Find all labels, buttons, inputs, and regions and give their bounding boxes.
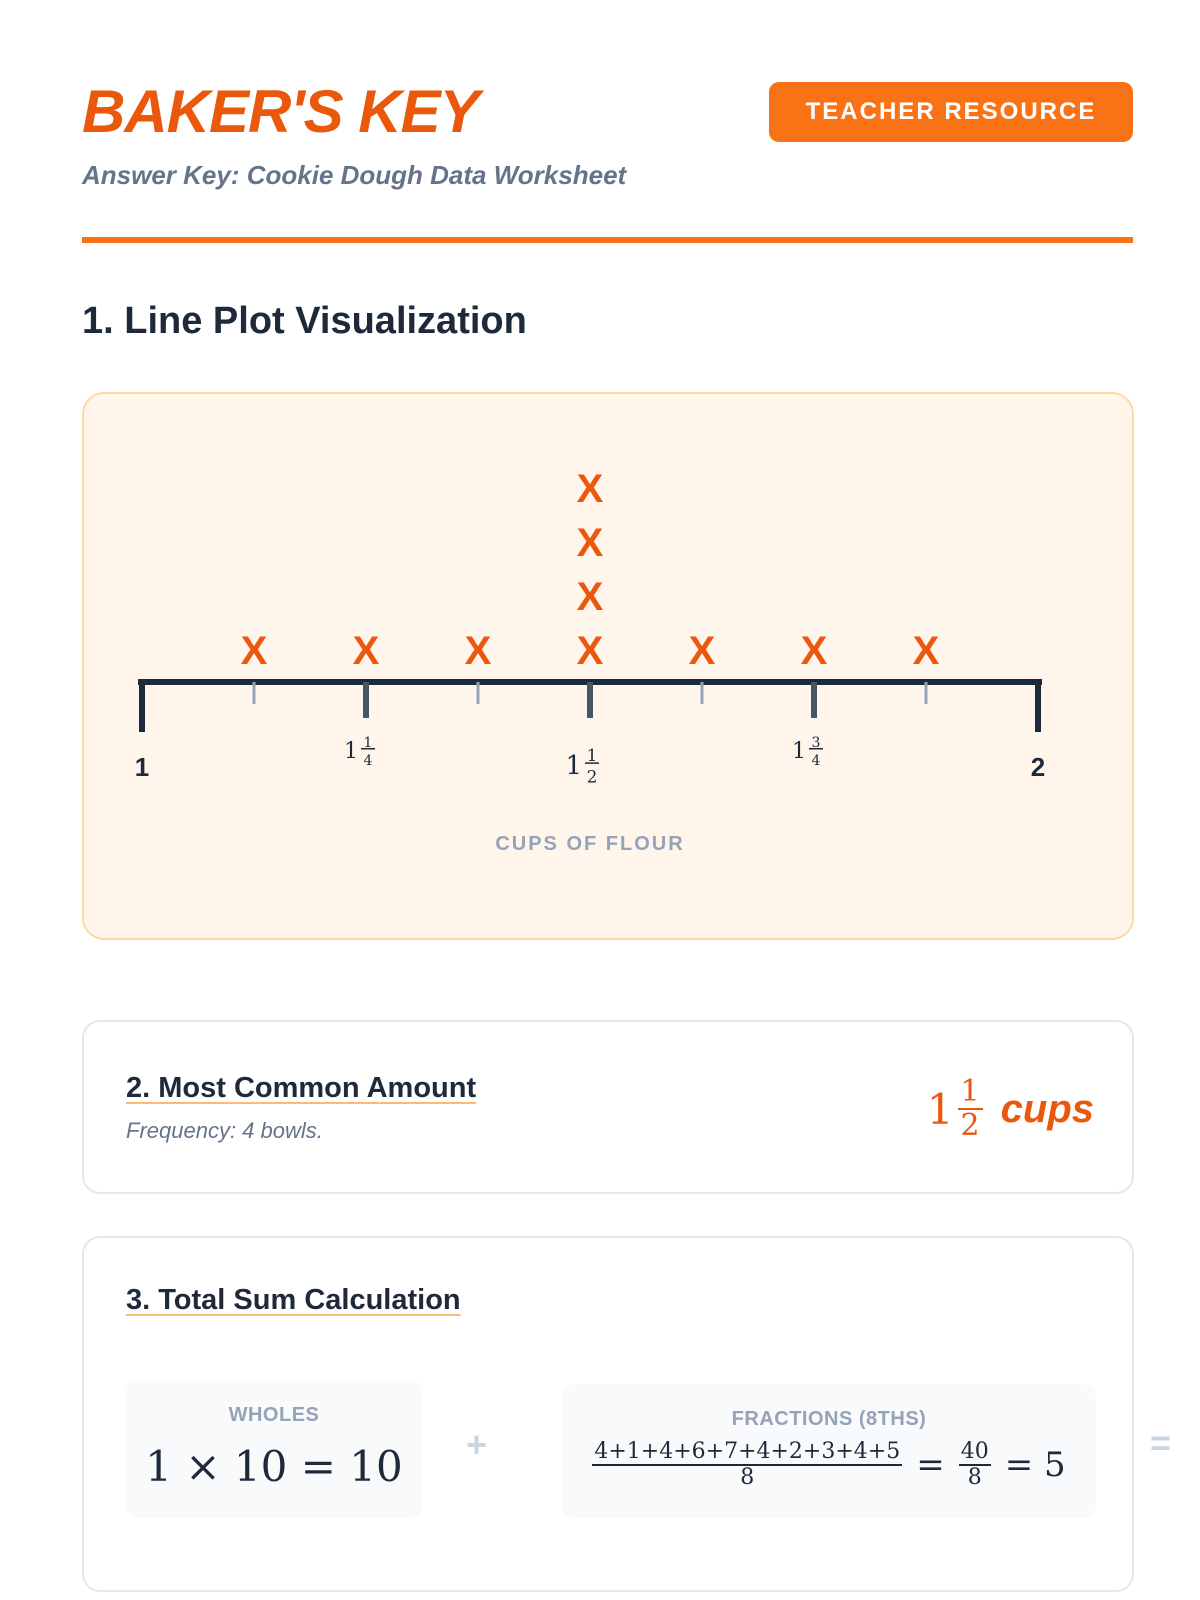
teacher-resource-badge[interactable]: TEACHER RESOURCE <box>769 82 1133 142</box>
tick-label: 1 <box>134 752 150 782</box>
tick-label: 2 <box>1030 752 1046 782</box>
tick-label-whole: 1 <box>344 739 358 764</box>
fractions-result: = 5 <box>1004 1445 1066 1485</box>
plot-x-marker: X <box>688 629 716 673</box>
tick-label-numerator: 3 <box>811 735 821 751</box>
total-sum-card <box>82 1236 1134 1592</box>
most-common-heading: 2. Most Common Amount <box>126 1072 477 1104</box>
frequency-note: Frequency: 4 bowls. <box>126 1118 323 1143</box>
plot-x-marker: X <box>576 629 604 673</box>
answer-numerator: 1 <box>958 1076 983 1110</box>
answer-mixed-number <box>927 1076 983 1142</box>
most-common-answer <box>927 1076 1094 1142</box>
tick-label-denominator: 2 <box>586 767 598 788</box>
most-common-card <box>82 1020 1134 1194</box>
plot-x-marker: X <box>352 629 380 673</box>
line-plot-heading: 1. Line Plot Visualization <box>82 300 527 342</box>
wholes-panel <box>126 1380 422 1518</box>
plus-operator: + <box>466 1424 488 1465</box>
plot-x-marker: X <box>240 629 268 673</box>
line-plot-panel <box>82 392 1134 940</box>
answer-fraction <box>958 1076 983 1142</box>
header-divider <box>82 237 1133 243</box>
fractions-numerator: 4+1+4+6+7+4+2+3+4+5 <box>594 1439 901 1464</box>
plot-x-marker: X <box>800 629 828 673</box>
wholes-label: WHOLES <box>228 1404 320 1426</box>
page-subtitle: Answer Key: Cookie Dough Data Worksheet <box>82 160 627 190</box>
answer-denominator: 2 <box>960 1108 980 1143</box>
plot-x-marker: X <box>576 575 604 619</box>
tick-label-whole: 1 <box>792 739 806 764</box>
fractions-equation <box>562 1440 1096 1490</box>
simplified-numerator: 40 <box>960 1439 989 1464</box>
answer-whole: 1 <box>926 1084 954 1134</box>
tick-label-denominator: 4 <box>811 753 821 769</box>
plot-x-marker: X <box>576 467 604 511</box>
wholes-equation: 1 × 10 = 10 <box>145 1442 403 1491</box>
fractions-panel <box>562 1384 1096 1518</box>
equals-operator-trailing: = <box>1150 1422 1172 1463</box>
simplified-fraction <box>959 1440 991 1490</box>
plot-x-marker: X <box>464 629 492 673</box>
tick-label-numerator: 1 <box>586 746 598 766</box>
fractions-denominator: 8 <box>740 1465 755 1490</box>
line-plot-chart <box>84 394 1132 938</box>
tick-label-numerator: 1 <box>363 735 373 751</box>
answer-unit: cups <box>1000 1086 1094 1131</box>
total-sum-heading: 3. Total Sum Calculation <box>126 1284 461 1316</box>
page-title: BAKER'S KEY <box>82 78 479 145</box>
equals-operator: = <box>916 1445 945 1485</box>
fractions-sum-fraction <box>592 1440 902 1490</box>
tick-label-whole: 1 <box>565 751 582 781</box>
simplified-denominator: 8 <box>967 1465 982 1490</box>
plot-x-marker: X <box>576 521 604 565</box>
x-axis-label: CUPS OF FLOUR <box>495 833 685 855</box>
tick-label-denominator: 4 <box>363 753 373 769</box>
plot-x-marker: X <box>912 629 940 673</box>
fractions-label: FRACTIONS (8THS) <box>731 1408 927 1430</box>
